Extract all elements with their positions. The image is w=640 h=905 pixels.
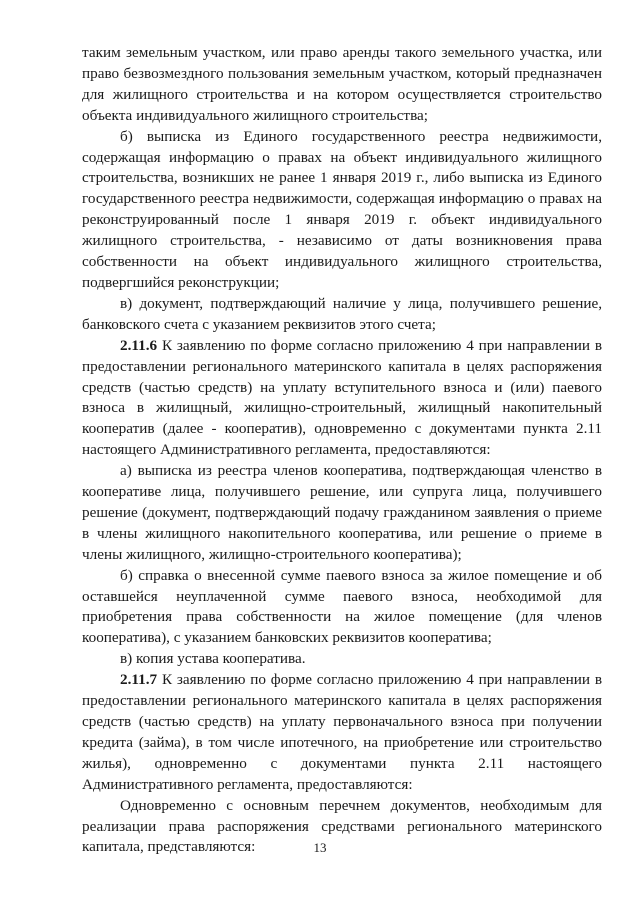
paragraph-text: б) выписка из Единого государственного реестра недвижимости, содержащая информацию о правах на объект индивидуального жилищного строительства, возникших не ранее 1 января 2019 г., либо выписка из Единого государственного реестра недвижимости, содержащая информацию о правах на реконструированный после 1 января 2019 г. объект индивидуального жилищного строительства, - независимо от даты возникновения права собственности на объект индивидуального жилищного строительства, подвергшийся реконструкции;	[82, 127, 602, 291]
paragraph-text: К заявлению по форме согласно приложению 4 при направлении в предоставлении регионального материнского капитала в целях распоряжения средств (частью средств) на уплату вступительного взноса и (или) паевого взноса в жилищный, жилищно-строительный, жилищный накопительный кооператив (далее - кооператив), одновременно с документами пункта 2.11 настоящего Административного регламента, предоставляются:	[82, 336, 602, 459]
paragraph-text: таким земельным участком, или право аренды такого земельного участка, или право безвозмездного пользования земельным участком, который предназначен для жилищного строительства и на котором осуществляется строительство объекта индивидуального жилищного строительства;	[82, 44, 602, 124]
page-number: 13	[313, 840, 327, 855]
paragraph-item-a-cooperative-register	[82, 461, 602, 566]
paragraph-item-b-egrn-extract	[82, 127, 602, 294]
paragraph-item-v-bank-account	[82, 294, 602, 336]
document-body	[82, 43, 602, 858]
paragraph-item-b-share-certificate	[82, 566, 602, 650]
section-number: 2.11.7	[120, 671, 158, 689]
paragraph-text: Одновременно с основным перечнем документов, необходимым для реализации права распоряжения средствами регионального материнского капитала, представляются:	[82, 796, 602, 856]
paragraph-text: в) копия устава кооператива.	[120, 650, 306, 668]
paragraph-text: К заявлению по форме согласно приложению 4 при направлении в предоставлении регионального материнского капитала в целях распоряжения средств (частью средств) на уплату первоначального взноса при получении кредита (займа), в том числе ипотечного, на приобретение или строительство жилья), одновременно с документами пункта 2.11 настоящего Административного регламента, предоставляются:	[82, 671, 602, 793]
paragraph-text: в) документ, подтверждающий наличие у лица, получившего решение, банковского счета с указанием реквизитов этого счета;	[82, 294, 602, 333]
paragraph-text: б) справка о внесенной сумме паевого взноса за жилое помещение и об оставшейся неуплаченной сумме паевого взноса, необходимой для приобретения права собственности на жилое помещение (для членов кооператива), с указанием банковских реквизитов кооператива;	[82, 566, 602, 647]
section-number: 2.11.6	[120, 336, 158, 354]
paragraph-land-rights-continued	[82, 43, 602, 127]
paragraph-section-2-11-6	[82, 336, 602, 461]
paragraph-item-v-charter-copy	[82, 649, 602, 670]
paragraph-text: а) выписка из реестра членов кооператива, подтверждающая членство в кооперативе лица, получившего решение, или супруга лица, получившего решение (документ, подтверждающий подачу гражданином заявления о приеме в члены жилищного накопительного кооператива, или решение о приеме в члены жилищного, жилищно-строительного кооператива);	[82, 462, 602, 563]
paragraph-section-2-11-7	[82, 670, 602, 795]
